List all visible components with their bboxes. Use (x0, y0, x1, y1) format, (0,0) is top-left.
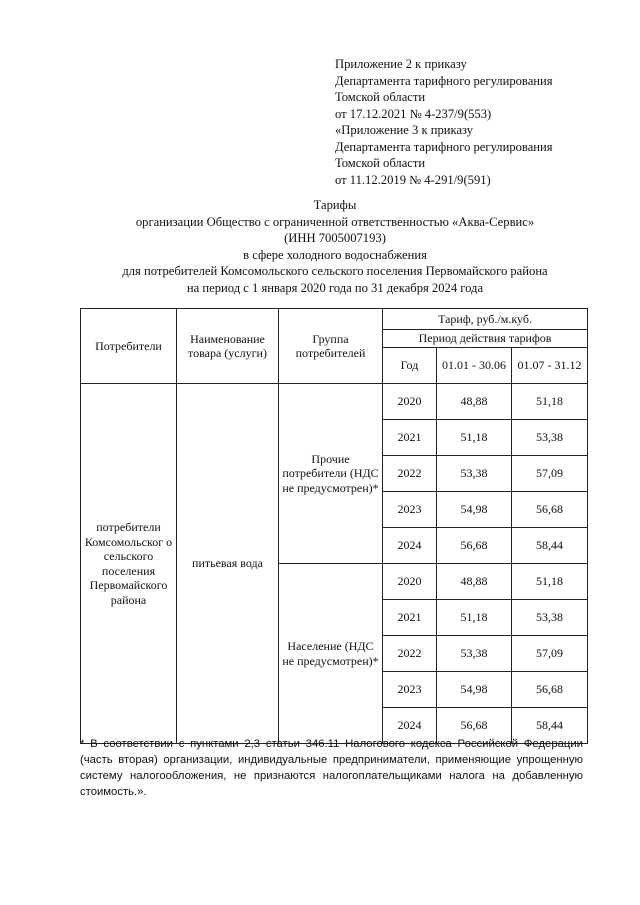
product-cell: питьевая вода (177, 384, 279, 744)
title-line: организации Общество с ограниченной ответственностью «Аква-Сервис» (135, 214, 535, 229)
tariff-table (80, 308, 588, 744)
tariff-h1-cell: 54,98 (437, 492, 512, 528)
tariff-h1-cell: 51,18 (437, 420, 512, 456)
tariff-h2-cell: 51,18 (512, 564, 588, 600)
tariff-h2-cell: 53,38 (512, 420, 588, 456)
tariff-h2-cell: 58,44 (512, 528, 588, 564)
tariff-h1-cell: 48,88 (437, 564, 512, 600)
title-line: (ИНН 7005007193) (284, 231, 386, 245)
header-consumers: Потребители (81, 309, 177, 384)
footnote: * В соответствии с пунктами 2,3 статьи 346.11 Налогового кодекса Российской Федерации (часть вторая) организации, индивидуальные предприниматели, применяющие упрощенную систему налогообложения, не признаются налогоплательщиками налога на добавленную стоимость.». (80, 738, 583, 798)
header-half2: 01.07 - 31.12 (512, 348, 588, 384)
title-line: на период с 1 января 2020 года по 31 декабря 2024 года (186, 280, 484, 295)
appendix-line: Департамента тарифного регулирования (335, 73, 553, 88)
tariff-h2-cell: 56,68 (512, 492, 588, 528)
tariff-h1-cell: 56,68 (437, 708, 512, 744)
title-line: для потребителей Комсомольского сельского поселения Первомайского района (122, 264, 548, 278)
consumer-cell: потребители Комсомольског о сельского поселения Первомайского района (81, 384, 177, 744)
tariff-h1-cell: 51,18 (437, 600, 512, 636)
table-row (81, 384, 588, 420)
appendix-line: от 11.12.2019 № 4-291/9(591) (335, 172, 491, 187)
header-tariff: Тариф, руб./м.куб. (383, 309, 588, 330)
appendix-line: Томской области (335, 156, 426, 170)
year-cell: 2024 (383, 708, 437, 744)
group-cell: Население (НДС не предусмотрен)* (279, 564, 383, 744)
year-cell: 2022 (383, 636, 437, 672)
document-title (40, 197, 630, 296)
tariff-h2-cell: 58,44 (512, 708, 588, 744)
header-year: Год (383, 348, 437, 384)
title-line: Тарифы (313, 198, 357, 212)
appendix-line: от 17.12.2021 № 4-237/9(553) (335, 106, 492, 121)
tariff-h2-cell: 57,09 (512, 636, 588, 672)
year-cell: 2021 (383, 600, 437, 636)
appendix-block (335, 56, 625, 188)
tariff-h2-cell: 53,38 (512, 600, 588, 636)
appendix-line: Приложение 2 к приказу (335, 57, 467, 71)
header-half1: 01.01 - 30.06 (437, 348, 512, 384)
header-group: Группа потребителей (279, 309, 383, 384)
group-cell: Прочие потребители (НДС не предусмотрен)* (279, 384, 383, 564)
year-cell: 2023 (383, 492, 437, 528)
tariff-h2-cell: 57,09 (512, 456, 588, 492)
appendix-line: Томской области (335, 90, 426, 104)
tariff-h1-cell: 53,38 (437, 456, 512, 492)
year-cell: 2024 (383, 528, 437, 564)
title-line: в сфере холодного водоснабжения (243, 247, 427, 262)
tariff-h2-cell: 56,68 (512, 672, 588, 708)
header-period: Период действия тарифов (383, 330, 588, 348)
year-cell: 2022 (383, 456, 437, 492)
appendix-line: «Приложение 3 к приказу (335, 123, 474, 137)
year-cell: 2020 (383, 564, 437, 600)
year-cell: 2020 (383, 384, 437, 420)
year-cell: 2021 (383, 420, 437, 456)
year-cell: 2023 (383, 672, 437, 708)
tariff-h1-cell: 54,98 (437, 672, 512, 708)
tariff-h1-cell: 53,38 (437, 636, 512, 672)
tariff-h2-cell: 51,18 (512, 384, 588, 420)
header-product: Наименование товара (услуги) (177, 309, 279, 384)
appendix-line: Департамента тарифного регулирования (335, 139, 553, 154)
tariff-h1-cell: 56,68 (437, 528, 512, 564)
tariff-h1-cell: 48,88 (437, 384, 512, 420)
